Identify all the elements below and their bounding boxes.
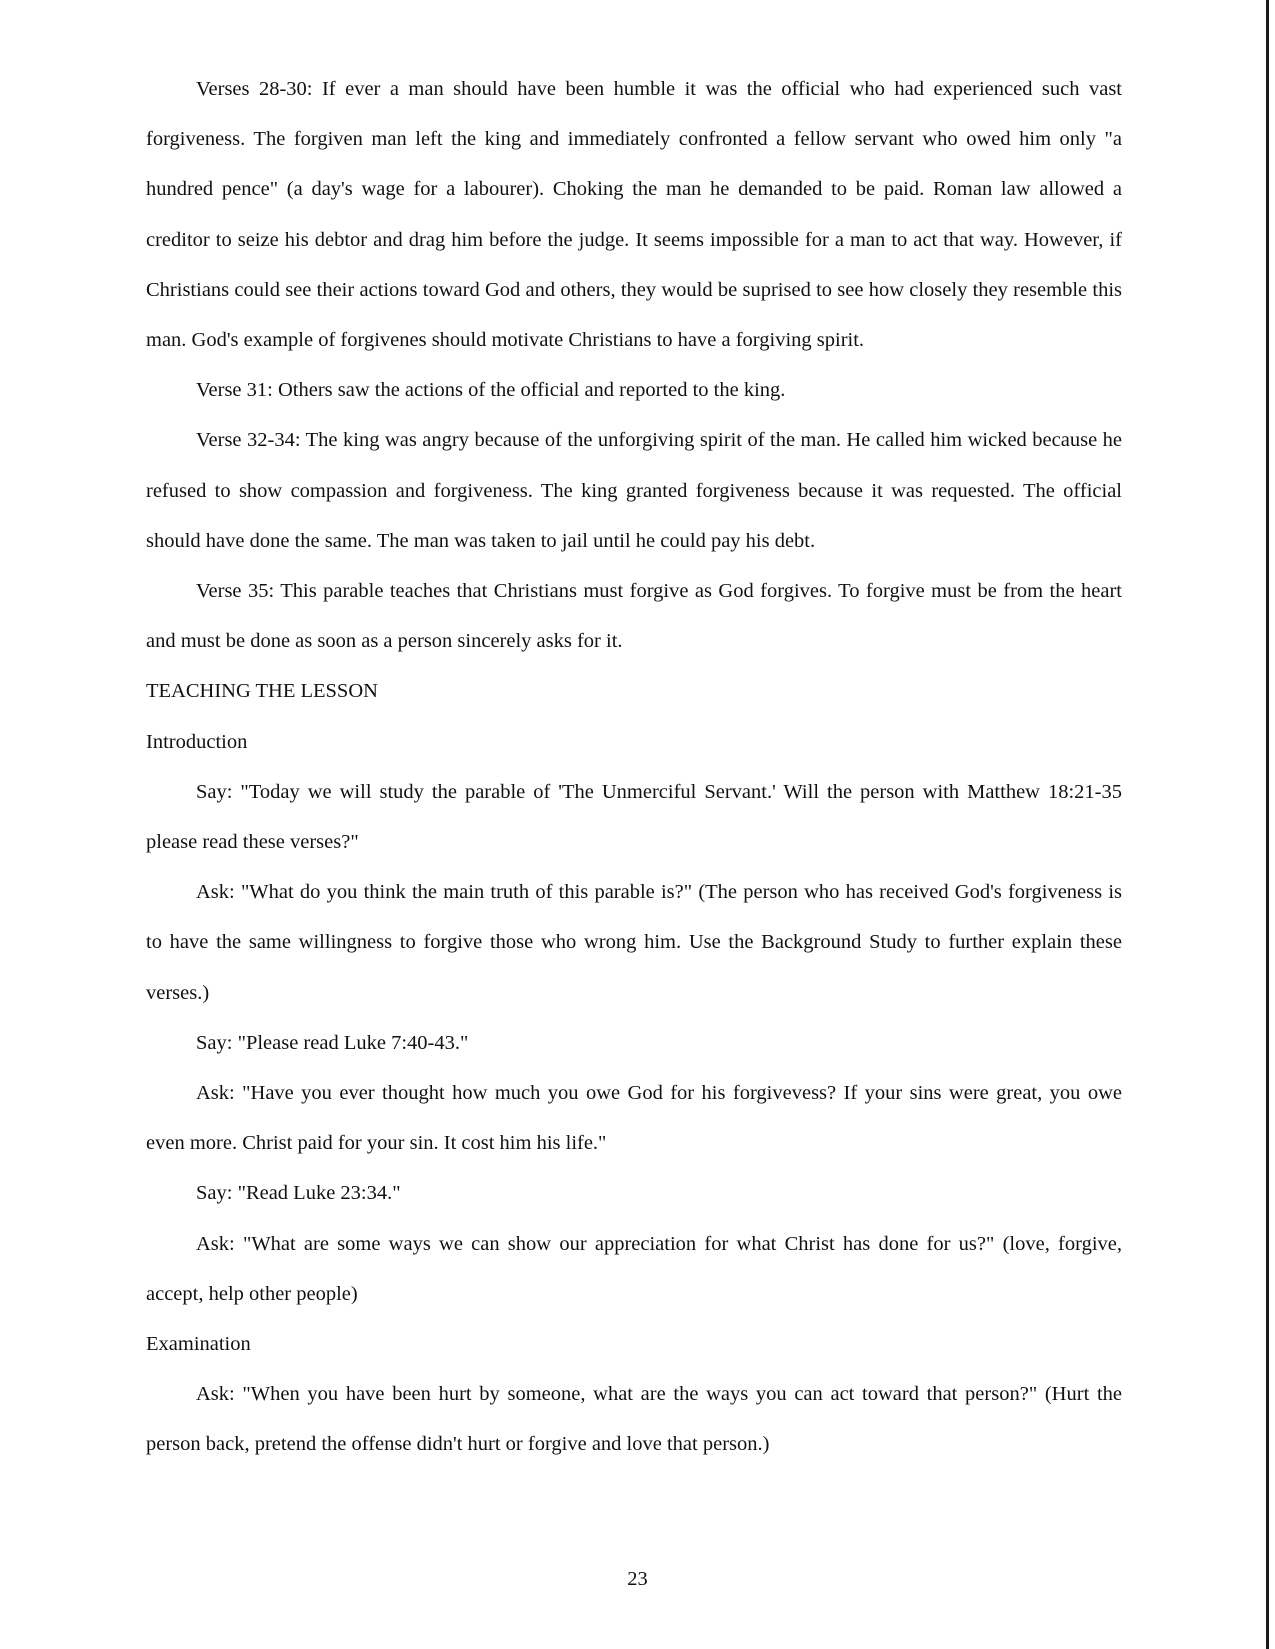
- paragraph-verse-31: Verse 31: Others saw the actions of the official and reported to the king.: [196, 379, 786, 402]
- paragraph-say-luke-7: Say: "Please read Luke 7:40-43.": [196, 1031, 469, 1054]
- paragraph-ask-main-truth: Ask: "What do you think the main truth of this parable is?" (The person who has received God's forgiveness is to have the same willingness to forgive those who wrong him. Use the Background Study to further explain these verses.): [146, 881, 1122, 1004]
- section-heading-teaching: TEACHING THE LESSON: [146, 680, 378, 703]
- subheading-introduction: Introduction: [146, 730, 248, 753]
- paragraph-say-luke-23: Say: "Read Luke 23:34.": [196, 1182, 401, 1205]
- subheading-examination: Examination: [146, 1333, 251, 1356]
- paragraph-ask-hurt: Ask: "When you have been hurt by someone, what are the ways you can act toward that person?" (Hurt the person back, pretend the offense didn't hurt or forgive and love that person.): [146, 1383, 1122, 1456]
- paragraph-verses-28-30: Verses 28-30: If ever a man should have been humble it was the official who had experienced such vast forgiveness. The forgiven man left the king and immediately confronted a fellow servant who owed him only "a hundred pence" (a day's wage for a labourer). Choking the man he demanded to be paid. Roman law allowed a creditor to seize his debtor and drag him before the judge. It seems impossible for a man to act that way. However, if Christians could see their actions toward God and others, they would be suprised to see how closely they resemble this man. God's example of forgivenes should motivate Christians to have a forgiving spirit.: [146, 78, 1122, 352]
- paragraph-verse-32-34: Verse 32-34: The king was angry because of the unforgiving spirit of the man. He called him wicked because he refused to show compassion and forgiveness. The king granted forgiveness because it was requested. The official should have done the same. The man was taken to jail until he could pay his debt.: [146, 429, 1122, 552]
- paragraph-ask-owe-god: Ask: "Have you ever thought how much you owe God for his forgivevess? If your sins were great, you owe even more. Christ paid for your sin. It cost him his life.": [146, 1082, 1122, 1155]
- paragraph-ask-appreciation: Ask: "What are some ways we can show our appreciation for what Christ has done for us?" (love, forgive, accept, help other people): [146, 1232, 1122, 1305]
- page-edge-line: [1266, 0, 1269, 1649]
- paragraph-say-today: Say: "Today we will study the parable of 'The Unmerciful Servant.' Will the person with Matthew 18:21-35 please read these verses?": [146, 780, 1122, 854]
- document-body: [146, 64, 1122, 1470]
- page-number: 23: [627, 1568, 648, 1590]
- paragraph-verse-35: Verse 35: This parable teaches that Christians must forgive as God forgives. To forgive must be from the heart and must be done as soon as a person sincerely asks for it.: [146, 580, 1122, 653]
